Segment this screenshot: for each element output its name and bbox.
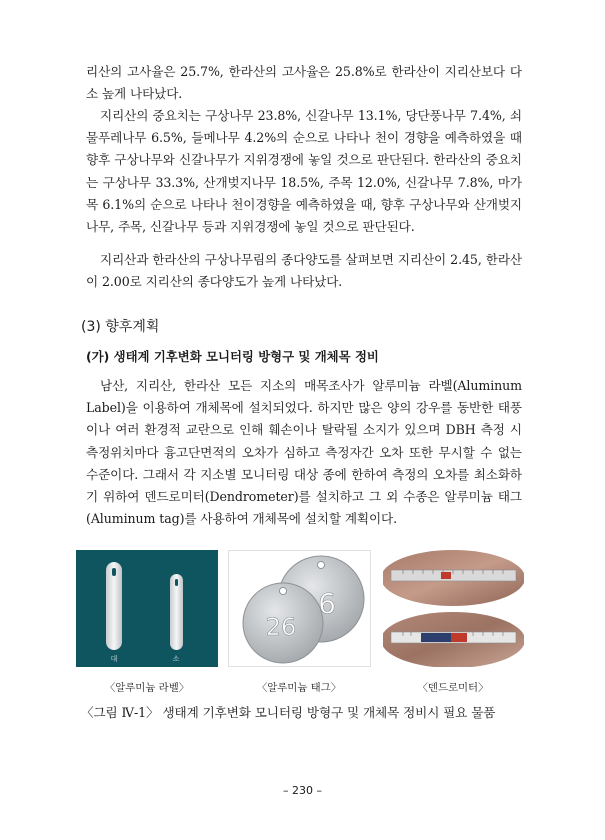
caption-dendrometer: 〈덴드로미터〉 [417,682,489,694]
caption-aluminum-label: 〈알루미늄 라벨〉 [104,682,190,694]
paragraph-importance-value: 지리산의 중요치는 구상나무 23.8%, 신갈나무 13.1%, 당단풍나무 7.4%, 쇠물푸레나무 6.5%, 들메나무 4.2%의 순으로 나타나 천이 경향을 예측하였을 때 향후 구상나무와 신갈나무가 지위경쟁에 놓일 것으로 판단된다. 한라산의 중요치는 구상나무 33.3%, 산개벚지나무 18.5%, 주목 12.0%, 신갈나무 7.8%, 마가목 6.1%의 순으로 나타나 천이경향을 예측하였을 때, 향후 구상나무와 산개벚지나무, 주목, 신갈나무 등과 지위경쟁에 놓일 것으로 판단된다. [86,108,522,235]
paragraph-mortality: 리산의 고사율은 25.7%, 한라산의 고사율은 25.8%로 한라산이 지리산보다 다소 높게 나타났다. [86,64,522,102]
caption-aluminum-tag: 〈알루미늄 태그〉 [256,682,342,694]
aluminum-label-photo [76,550,218,667]
tag-back-number: 6 [318,587,336,620]
tag-front-number: 26 [265,613,297,641]
label-large-text: 대 [110,655,118,663]
aluminum-tag-photo [228,550,371,667]
subsection-heading: (가) 생태계 기후변화 모니터링 방형구 및 개체목 정비 [86,349,379,364]
paragraph-species-diversity: 지리산과 한라산의 구상나무림의 종다양도를 살펴보면 지리산이 2.45, 한라산이 2.00로 지리산의 종다양도가 높게 나타났다. [86,252,522,290]
figure-caption: 〈그림 Ⅳ-1〉 생태계 기후변화 모니터링 방형구 및 개체목 정비시 필요 물품 [81,705,496,720]
label-small-text: 소 [172,655,180,663]
dendrometer-photo [383,550,524,667]
paragraph-future-plan: 남산, 지리산, 한라산 모든 지소의 매목조사가 알루미늄 라벨(Aluminum Label)을 이용하여 개체목에 설치되었다. 하지만 많은 양의 강우를 동반한 태풍이나 여러 환경적 교란으로 인해 훼손이나 탈락될 소지가 있으며 DBH 측정 시 측정위치마다 흉고단면적의 오차가 심하고 측정자간 오차 또한 무시할 수 없는 수준이다. 그래서 각 지소별 모니터링 대상 종에 한하여 측정의 오차를 최소화하기 위하여 덴드로미터(Dendrometer)를 설치하고 그 외 수종은 알루미늄 태그(Aluminum tag)를 사용하여 개체목에 설치할 계획이다. [86,378,522,527]
section-heading: (3) 향후계획 [81,319,160,335]
page-number: – 230 – [283,784,322,797]
